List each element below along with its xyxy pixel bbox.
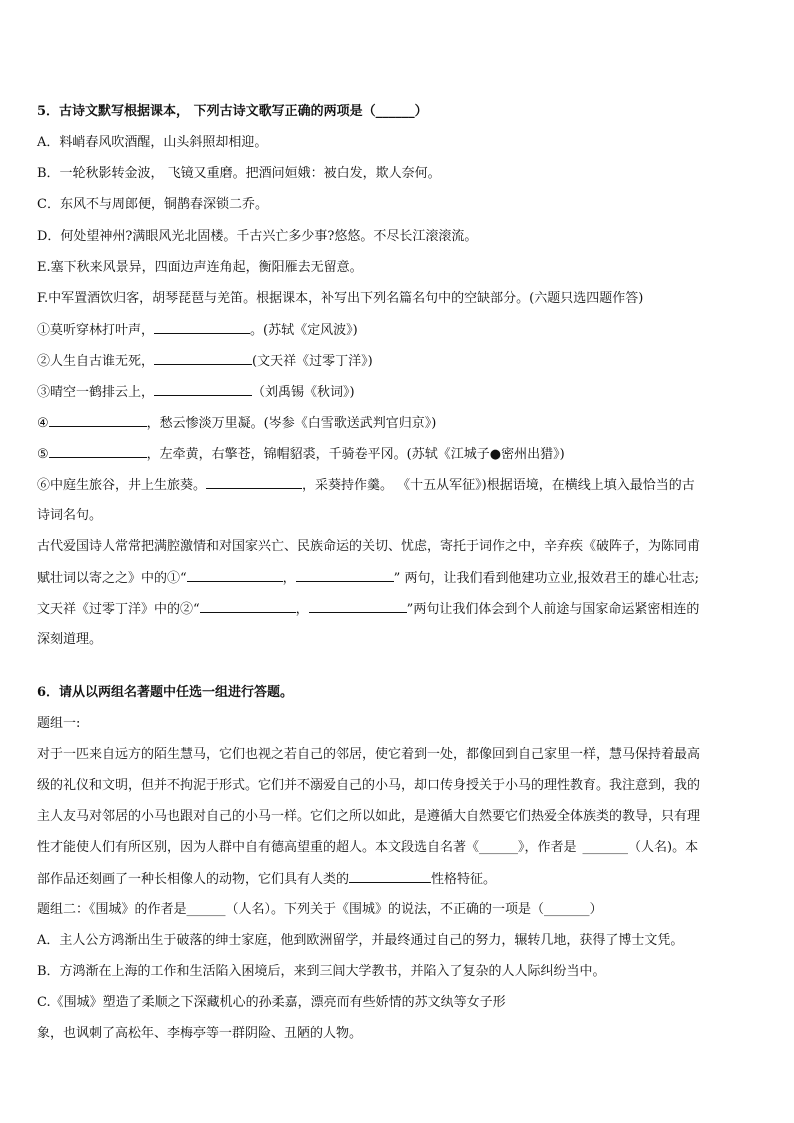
group-2-author-blank[interactable]: ______ — [186, 902, 226, 917]
author-blank[interactable]: _______ — [582, 840, 629, 855]
fill-item-5-suffix: ，左牵黄，右擎苍，锦帽貂裘，千骑卷平冈。(苏轼《江城子●密州出猎》) — [146, 447, 565, 462]
group-1-line-5-prefix: 部作品还刻画了一种长相像人的动物，它们具有人类的 — [37, 872, 350, 887]
fill-item-6-prefix: ⑥中庭生旅谷，井上生旅葵。 — [37, 478, 207, 493]
context-line-2-suffix: ” 两句，让我们看到他建功立业,报效君王的雄心壮志; — [393, 571, 699, 586]
fill-item-3-suffix: （刘禹锡《秋词》) — [252, 385, 355, 400]
context-line-3-comma: ， — [295, 602, 309, 617]
answer-blank-7[interactable] — [187, 568, 283, 582]
question-5-title: 5．古诗文默写根据课本， 下列古诗文歌写正确的两项是（______） — [37, 104, 428, 119]
fill-item-2 — [37, 351, 373, 372]
group-1-label: 题组一: — [37, 716, 81, 731]
answer-blank-3[interactable] — [154, 382, 252, 396]
context-paragraph-line-3 — [37, 599, 699, 620]
trait-blank[interactable] — [349, 869, 431, 883]
context-paragraph-line-2 — [37, 568, 699, 589]
context-line-3-prefix: 文天祥《过零丁洋》中的②“ — [37, 602, 200, 617]
fill-item-2-suffix: (文天祥《过零丁洋》) — [252, 354, 373, 369]
option-e: E.塞下秋来风景异，四面边声连角起，衡阳雁去无留意。 — [37, 260, 363, 275]
context-line-2-comma: ， — [282, 571, 296, 586]
question-6-title: 6．请从以两组名著题中任选一组进行答题。 — [37, 685, 294, 700]
answer-blank-2[interactable] — [154, 351, 252, 365]
group-2-option-c: C.《围城》塑造了柔顺之下深藏机心的孙柔嘉，漂亮而有些娇情的苏文纨等女子形 — [37, 995, 506, 1010]
group-2-title-suffix: （人名）。下列关于《围城》的说法，不正确的一项是（_______） — [225, 902, 603, 917]
answer-blank-4[interactable] — [49, 413, 147, 427]
fill-item-3-prefix: ③晴空一鹤排云上， — [37, 385, 155, 400]
context-line-2-prefix: 赋壮词以寄之之》中的①“ — [37, 571, 187, 586]
group-1-line-4-prefix: 性才能使人们有所区别，因为人群中自有德高望重的超人。本文段选自名著《 — [37, 840, 480, 855]
group-1-passage-line-2: 级的礼仪和文明，但并不拘泥于形式。它们并不溺爱自己的小马，却口传身授关于小马的理性教育。我注意到，我的 — [37, 778, 701, 793]
option-f: F.中军置酒饮归客，胡琴琵琶与羌笛。根据课本，补写出下列名篇名句中的空缺部分。(六题只选四题作答) — [37, 291, 644, 306]
group-2-title-prefix: 题组二：《围城》的作者是 — [37, 902, 187, 917]
option-a: A．料峭春风吹酒醒，山头斜照却相迎。 — [37, 135, 268, 150]
answer-blank-9[interactable] — [200, 599, 296, 613]
context-line-3-suffix: ”两句让我们体会到个人前途与国家命运紧密相连的 — [406, 602, 700, 617]
option-c: C．东风不与周郎便，铜鹊春深锁二乔。 — [37, 197, 268, 212]
group-1-line-4-suffix: （人名)。本 — [628, 840, 699, 855]
group-1-passage-line-1: 对于一匹来自远方的陌生慧马，它们也视之若自己的邻居，使它着到一处，都像回到自己家里一样，慧马保持着最高 — [37, 747, 701, 762]
fill-item-6 — [37, 475, 695, 496]
group-1-passage-line-4 — [37, 838, 698, 858]
fill-item-5 — [37, 444, 565, 465]
group-2-title — [37, 900, 603, 920]
fill-item-1 — [37, 320, 358, 341]
context-paragraph-line-4: 深刻道理。 — [37, 632, 103, 647]
fill-item-4-prefix: ④ — [37, 416, 49, 431]
group-1-line-4-mid: 》，作者是 — [518, 840, 577, 855]
fill-item-1-suffix: 。(苏轼《定风波》) — [250, 323, 358, 338]
context-paragraph-line-1: 古代爱国诗人常常把满腔激情和对国家兴亡、民族命运的关切、忧虑，寄托于词作之中，辛弃疾《破阵子，为陈同甫 — [37, 539, 701, 554]
group-1-passage-line-5 — [37, 869, 496, 890]
fill-item-5-prefix: ⑤ — [37, 447, 49, 462]
group-1-line-5-suffix: 性格特征。 — [431, 872, 497, 887]
fill-item-6-suffix: ，采葵持作羹。 《十五从军征》)根据语境，在横线上填入最恰当的古 — [302, 478, 695, 493]
group-2-option-c-continued: 象，也讽刺了高松年、李梅亭等一群阴险、丑陋的人物。 — [37, 1026, 363, 1041]
group-2-option-a: A．主人公方鸿渐出生于破落的绅士家庭，他到欧洲留学，并最终通过自己的努力，辗转几地，获得了博士文凭。 — [37, 933, 684, 948]
fill-item-2-prefix: ②人生自古谁无死， — [37, 354, 155, 369]
fill-item-6-continued: 诗词名句。 — [37, 508, 103, 523]
fill-item-1-prefix: ①莫听穿林打叶声， — [37, 323, 155, 338]
option-d: D．何处望神州?满眼风光北固楼。千古兴亡多少事?悠悠。不尽长江滚滚流。 — [37, 229, 478, 244]
option-b: B．一轮秋影转金波， 飞镜又重磨。把酒问姮娥：被白发，欺人奈何。 — [37, 166, 441, 181]
group-1-passage-line-3: 主人友马对邻居的小马也跟对自己的小马一样。它们之所以如此，是遵循大自然要它们热爱全体族类的教导，只有理 — [37, 809, 701, 824]
answer-blank-8[interactable] — [296, 568, 394, 582]
answer-blank-6[interactable] — [206, 475, 302, 489]
answer-blank-1[interactable] — [154, 320, 250, 334]
group-2-option-b: B．方鸿渐在上海的工作和生活陷入困境后，来到三闾大学教书，并陷入了复杂的人人际纠纷当中。 — [37, 964, 606, 979]
fill-item-4 — [37, 413, 436, 434]
fill-item-4-suffix: ，愁云惨淡万里凝。(岑参《白雪歌送武判官归京》) — [146, 416, 437, 431]
answer-blank-10[interactable] — [309, 599, 407, 613]
fill-item-3 — [37, 382, 355, 403]
book-title-blank[interactable]: ______ — [479, 840, 519, 855]
answer-blank-5[interactable] — [49, 444, 147, 458]
